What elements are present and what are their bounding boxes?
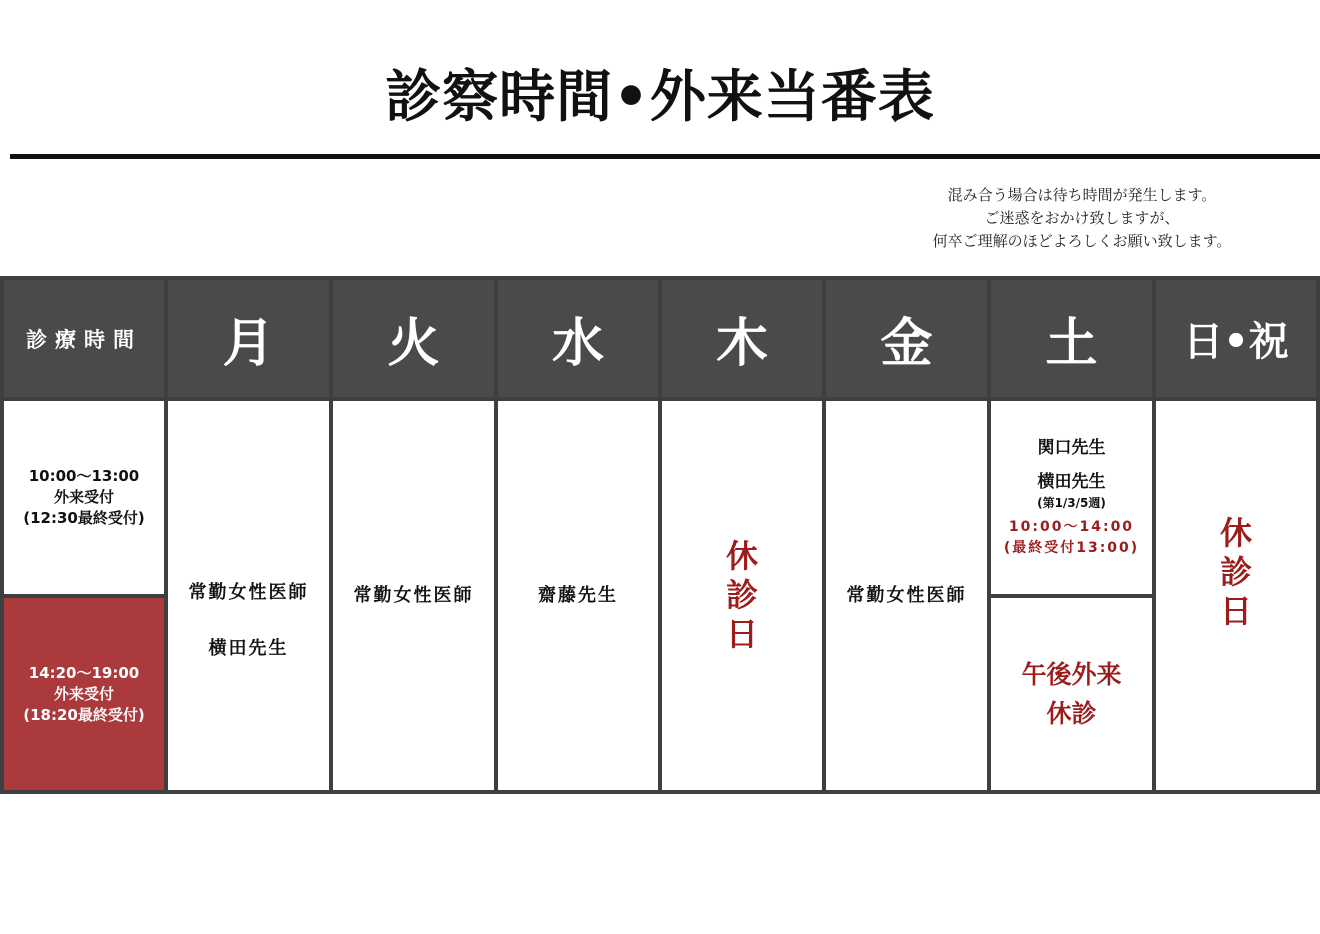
header-hours: 診療時間 bbox=[4, 280, 164, 397]
cell-mon bbox=[168, 401, 329, 790]
afternoon-time: 14:20〜19:00 bbox=[28, 663, 140, 682]
sat-time: 10:00〜14:00 bbox=[1008, 518, 1135, 535]
doctor-name: 齋藤先生 bbox=[538, 584, 618, 606]
cell-sat-afternoon bbox=[991, 598, 1152, 790]
header-day-sat: 土 bbox=[991, 280, 1152, 397]
cell-sat-morning bbox=[991, 401, 1152, 594]
doctor-name: 常勤女性医師 bbox=[188, 581, 309, 603]
closed-day-label bbox=[726, 537, 758, 654]
header-day-tue: 火 bbox=[333, 280, 494, 397]
hours-morning bbox=[4, 401, 164, 594]
cell-fri bbox=[826, 401, 987, 790]
week-note: (第1/3/5週) bbox=[1037, 495, 1106, 510]
afternoon-last: (18:20最終受付) bbox=[23, 705, 145, 724]
notice-line: 何卒ご理解のほどよろしくお願い致します。 bbox=[932, 232, 1232, 250]
cell-wed bbox=[498, 401, 658, 790]
header-day-mon: 月 bbox=[168, 280, 329, 397]
sat-last-reception: (最終受付13:00) bbox=[1003, 539, 1140, 556]
doctor-name: 横田先生 bbox=[1037, 471, 1106, 492]
hours-afternoon bbox=[4, 598, 164, 790]
morning-last: (12:30最終受付) bbox=[23, 509, 145, 527]
afternoon-closed-label: 休診 bbox=[1046, 699, 1097, 728]
schedule-table bbox=[0, 276, 1320, 794]
closed-char: 休 bbox=[725, 537, 758, 575]
afternoon-closed-label: 午後外来 bbox=[1021, 660, 1122, 689]
header-day-thu: 木 bbox=[662, 280, 822, 397]
cell-thu bbox=[662, 401, 822, 790]
afternoon-label: 外来受付 bbox=[53, 684, 114, 703]
header-day-sun-holiday: 日•祝 bbox=[1156, 280, 1316, 397]
closed-char: 休 bbox=[1219, 514, 1252, 552]
doctor-name: 常勤女性医師 bbox=[846, 584, 967, 606]
header-day-fri: 金 bbox=[826, 280, 987, 397]
notice-text bbox=[872, 184, 1292, 253]
morning-label: 外来受付 bbox=[53, 488, 114, 506]
doctor-name: 横田先生 bbox=[208, 637, 289, 659]
cell-tue bbox=[333, 401, 494, 790]
closed-char: 日 bbox=[725, 615, 758, 653]
cell-sun-holiday bbox=[1156, 401, 1316, 790]
closed-char: 診 bbox=[1219, 553, 1252, 591]
doctor-name: 関口先生 bbox=[1037, 437, 1106, 458]
morning-time: 10:00〜13:00 bbox=[28, 467, 140, 485]
doctor-name: 常勤女性医師 bbox=[353, 584, 474, 606]
header-day-wed: 水 bbox=[498, 280, 658, 397]
notice-line: 混み合う場合は待ち時間が発生します。 bbox=[947, 186, 1217, 204]
closed-char: 診 bbox=[725, 576, 758, 614]
closed-char: 日 bbox=[1219, 592, 1252, 630]
closed-day-label bbox=[1220, 514, 1252, 631]
page-title: 診察時間•外来当番表 bbox=[385, 65, 935, 130]
title-divider bbox=[10, 154, 1320, 159]
notice-line: ご迷惑をおかけ致しますが、 bbox=[984, 209, 1180, 227]
